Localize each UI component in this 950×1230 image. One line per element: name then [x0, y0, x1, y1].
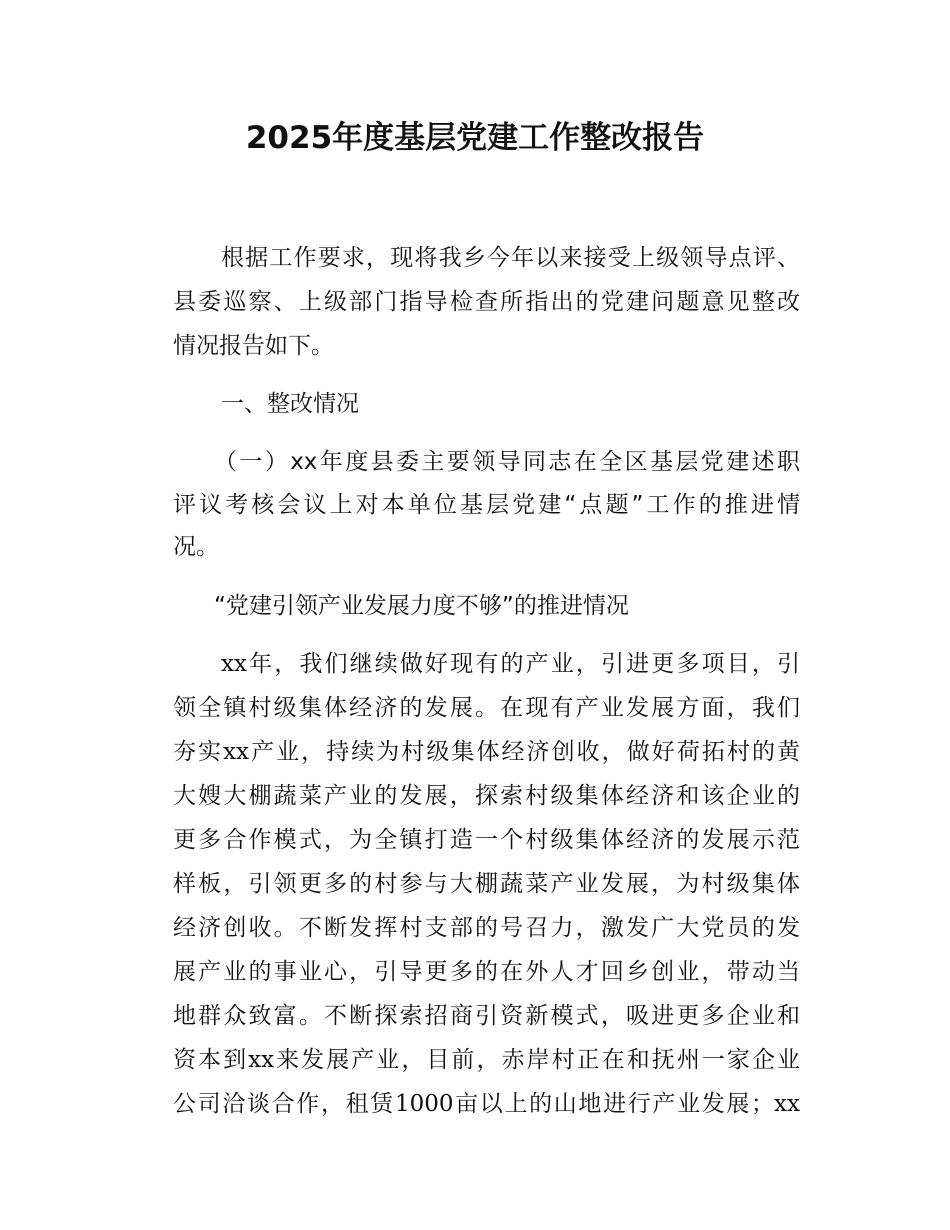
body-line: 经济创收。不断发挥村支部的号召力，激发广大党员的发: [173, 915, 800, 941]
intro-line: 县委巡察、上级部门指导检查所指出的党建问题意见整改: [173, 289, 800, 315]
body-line: 夯实xx产业，持续为村级集体经济创收，做好荷拓村的黄: [173, 739, 800, 765]
subsection-line: 评议考核会议上对本单位基层党建“点题”工作的推进情: [173, 492, 800, 518]
document-title: 2025年度基层党建工作整改报告: [245, 120, 705, 156]
body-line: 大嫂大棚蔬菜产业的发展，探索村级集体经济和该企业的: [173, 783, 800, 809]
body-line: 展产业的事业心，引导更多的在外人才回乡创业，带动当: [173, 959, 800, 985]
subsection-topic: “党建引领产业发展力度不够”的推进情况: [214, 593, 629, 619]
intro-line: 根据工作要求，现将我乡今年以来接受上级领导点评、: [221, 245, 800, 271]
body-line: 地群众致富。不断探索招商引资新模式，吸进更多企业和: [173, 1003, 800, 1029]
body-line: 领全镇村级集体经济的发展。在现有产业发展方面，我们: [173, 695, 800, 721]
body-line: 样板，引领更多的村参与大棚蔬菜产业发展，为村级集体: [173, 871, 800, 897]
body-line: 资本到xx来发展产业，目前，赤岸村正在和抚州一家企业: [173, 1047, 800, 1073]
subsection-line: 况。: [173, 534, 219, 560]
body-line: xx年，我们继续做好现有的产业，引进更多项目，引: [221, 651, 800, 677]
body-line: 公司洽谈合作，租赁1000亩以上的山地进行产业发展；xx: [173, 1091, 800, 1117]
body-line: 更多合作模式，为全镇打造一个村级集体经济的发展示范: [173, 827, 800, 853]
section-heading: 一、整改情况: [221, 391, 359, 417]
subsection-line: （一）xx年度县委主要领导同志在全区基层党建述职: [214, 449, 800, 475]
intro-line: 情况报告如下。: [173, 333, 334, 359]
